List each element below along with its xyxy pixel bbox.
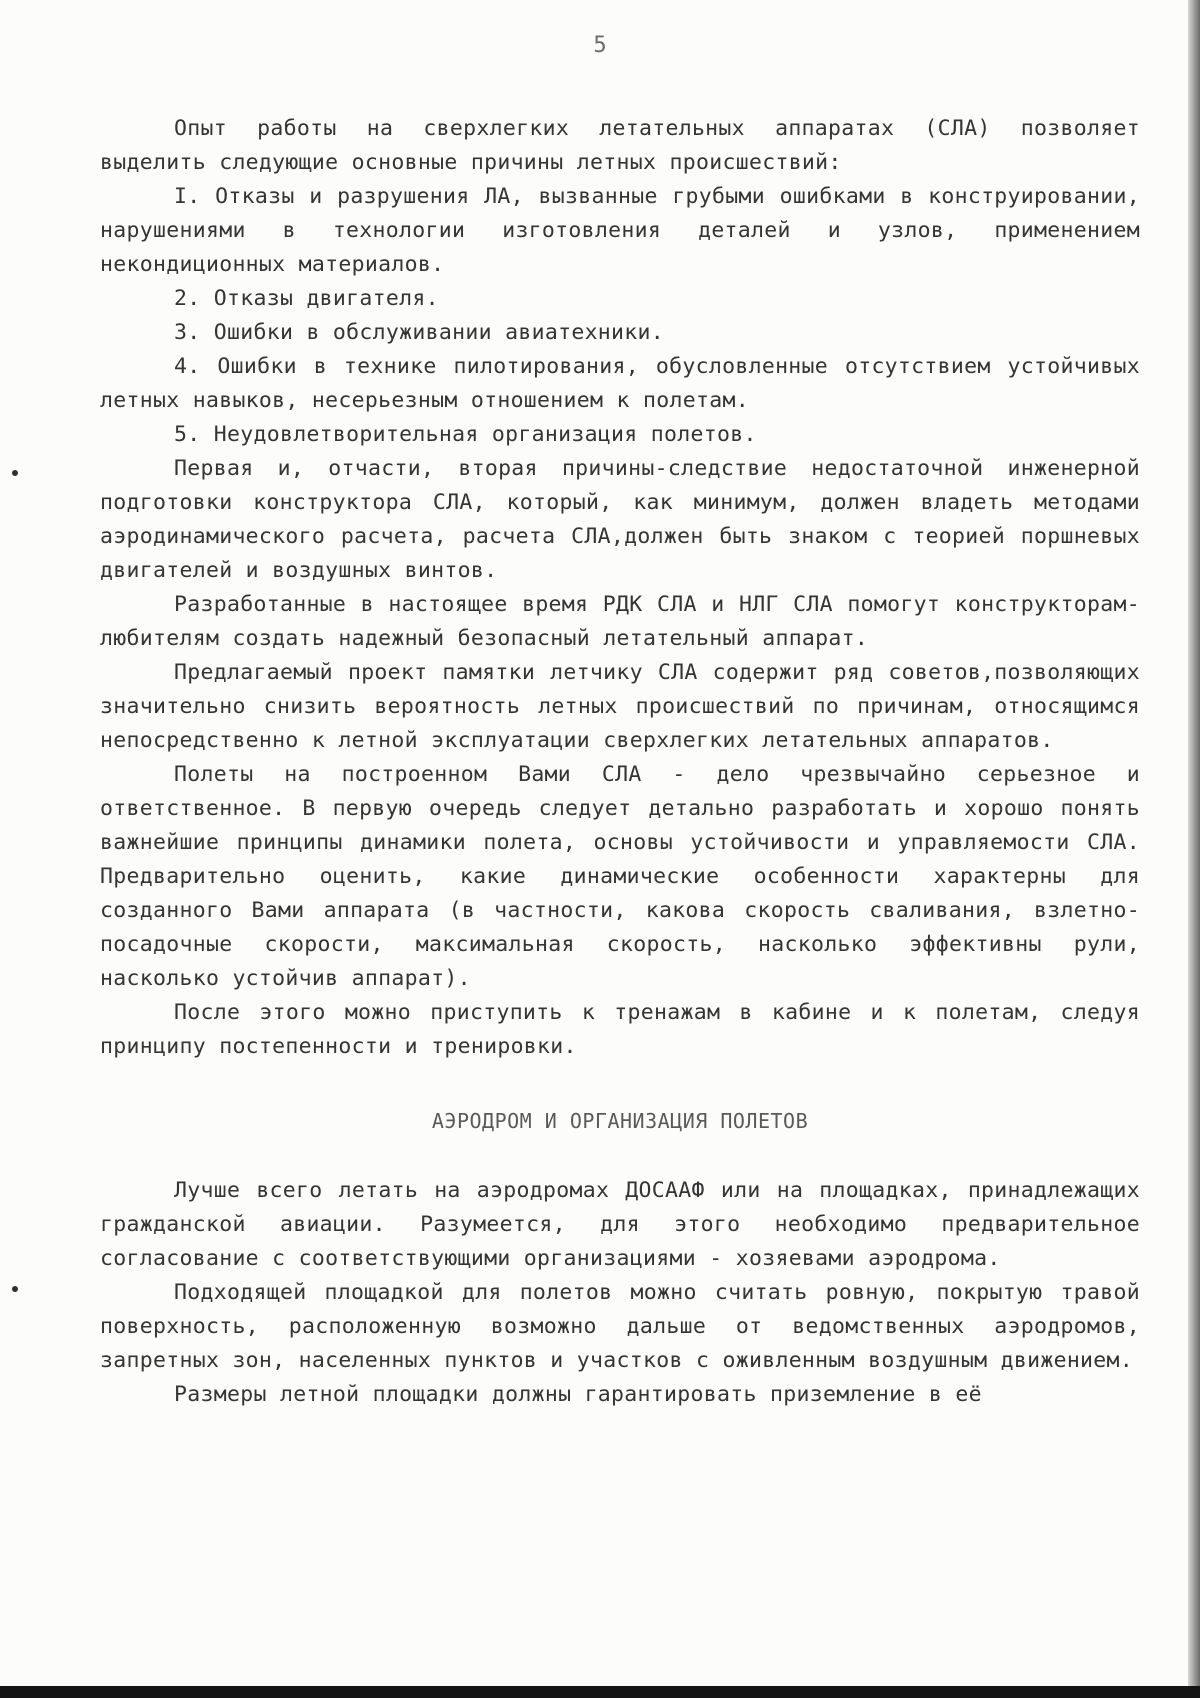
list-item-cause-4: 4. Ошибки в технике пилотирования, обусловленные отсутствием устойчивых летных навыков, несерьезным отношением к полетам. (100, 354, 1140, 413)
page-right-edge (1188, 0, 1200, 1698)
paragraph-airfields: Лучше всего летать на аэродромах ДОСААФ или на площадках, принадлежащих гражданской авиации. Разумеется, для этого необходимо предварительное согласование с соответствующими организациями - хозяевами аэродрома. (100, 1178, 1140, 1271)
paragraph-rdk: Разработанные в настоящее время РДК СЛА и НЛГ СЛА помогут конструкторам-любителям создать надежный безопасный летательный аппарат. (100, 592, 1140, 651)
paragraph-flights: Полеты на построенном Вами СЛА - дело чрезвычайно серьезное и ответственное. В первую очередь следует детально разработать и хорошо понять важнейшие принципы динамики полета, основы устойчивости и управляемости СЛА. Предварительно оценить, какие динамические особенности характерны для созданного Вами аппарата (в частности, какова скорость сваливания, взлетно-посадочные скорости, максимальная скорость, насколько эффективны рули, насколько устойчив аппарат). (100, 762, 1140, 991)
list-item-cause-3: 3. Ошибки в обслуживании авиатехники. (174, 320, 665, 345)
list-item-cause-2: 2. Отказы двигателя. (174, 286, 439, 311)
paragraph-engineering: Первая и, отчасти, вторая причины-следствие недостаточной инженерной подготовки конструктора СЛА, который, как минимум, должен владеть методами аэродинамического расчета, расчета СЛА,должен быть знаком с теорией поршневых двигателей и воздушных винтов. (100, 456, 1140, 583)
paragraph-intro: Опыт работы на сверхлегких летательных аппаратах (СЛА) позволяет выделить следующие основные причины летных происшествий: (100, 116, 1140, 175)
page-bottom-edge (0, 1686, 1200, 1698)
binding-hole-mark (12, 470, 18, 476)
binding-hole-mark (12, 1286, 18, 1292)
paragraph-memo: Предлагаемый проект памятки летчику СЛА содержит ряд советов,позволяющих значительно снизить вероятность летных происшествий по причинам, относящимся непосредственно к летной эксплуатации сверхлегких летательных аппаратов. (100, 660, 1140, 753)
page-number: 5 (593, 33, 607, 58)
paragraph-site-size: Размеры летной площадки должны гарантировать приземление в её (174, 1382, 982, 1407)
document-body (100, 112, 1140, 1412)
list-item-cause-5: 5. Неудовлетворительная организация полетов. (174, 422, 757, 447)
list-item-cause-1: I. Отказы и разрушения ЛА, вызванные грубыми ошибками в конструировании, нарушениями в технологии изготовления деталей и узлов, применением некондиционных материалов. (100, 184, 1140, 277)
paragraph-training: После этого можно приступить к тренажам в кабине и к полетам, следуя принципу постепенности и тренировки. (100, 1000, 1140, 1059)
section-heading: АЭРОДРОМ И ОРГАНИЗАЦИЯ ПОЛЕТОВ (431, 1109, 809, 1133)
paragraph-site: Подходящей площадкой для полетов можно считать ровную, покрытую травой поверхность, расположенную возможно дальше от ведомственных аэродромов, запретных зон, населенных пунктов и участков с оживленным воздушным движением. (100, 1280, 1140, 1373)
